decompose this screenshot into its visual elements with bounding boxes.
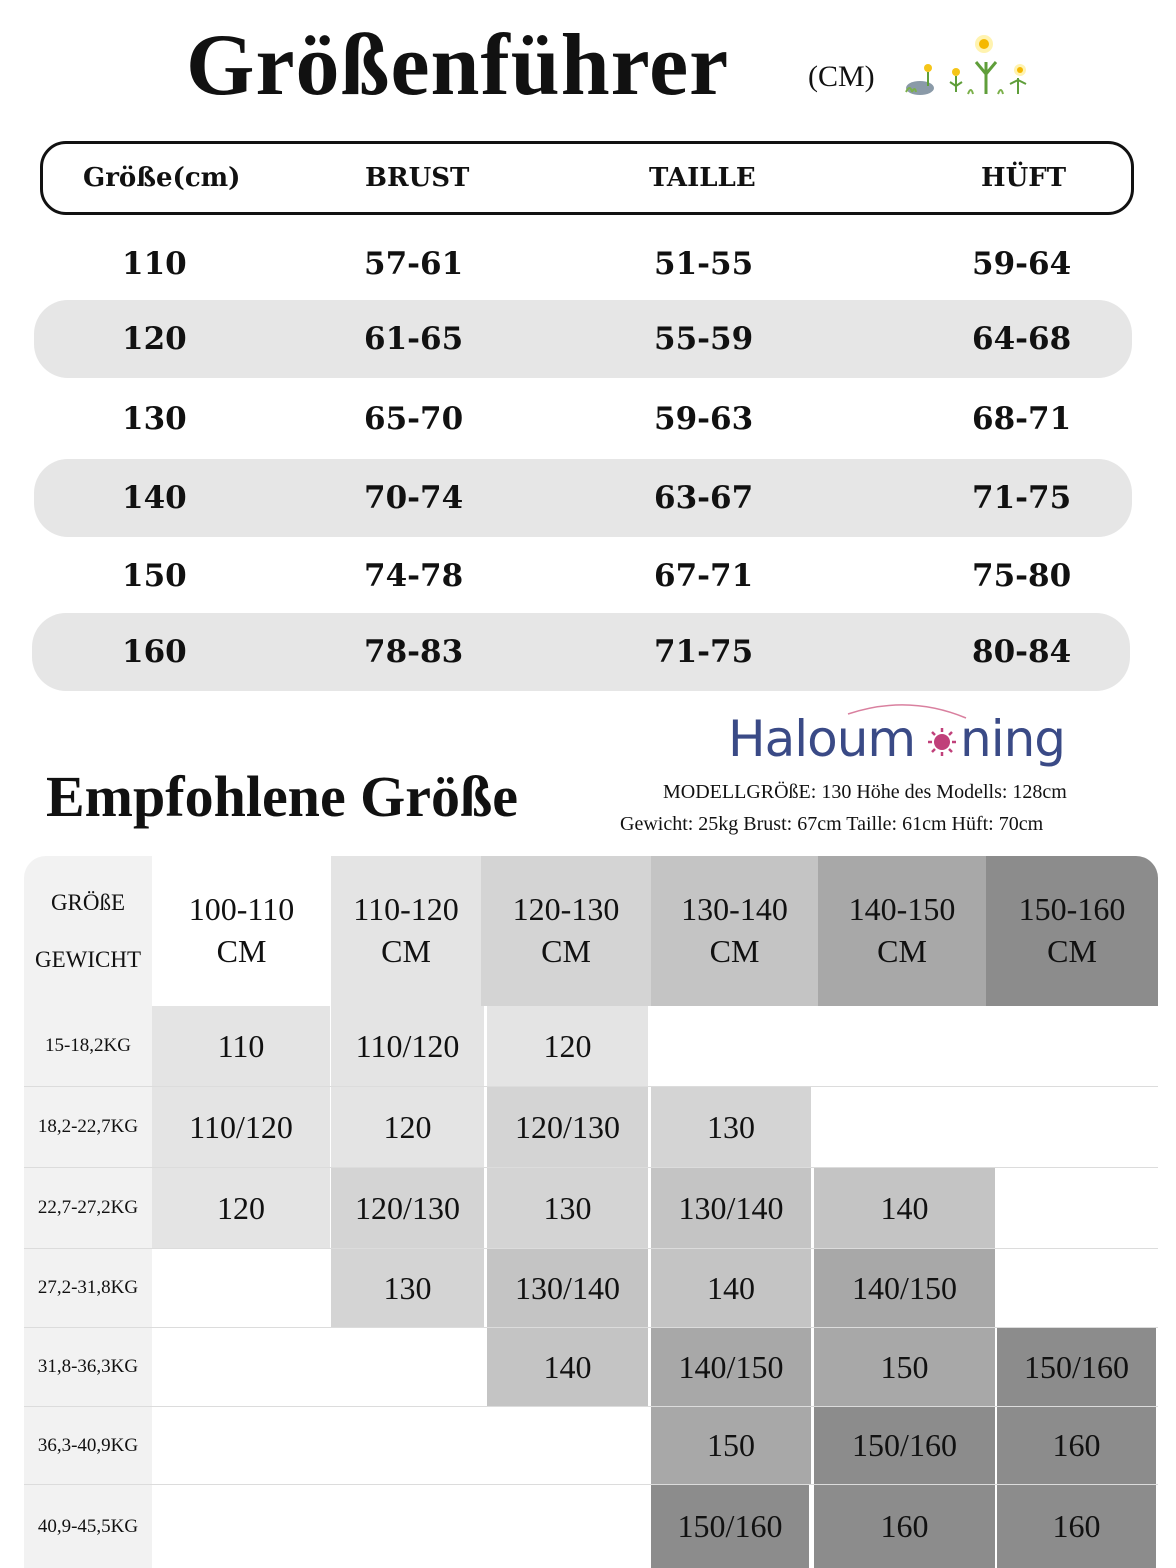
hip-cell: 71-75 <box>972 480 1072 516</box>
chest-cell: 65-70 <box>364 401 464 437</box>
weight-row-label: 40,9-45,5KG <box>24 1485 152 1568</box>
size-column-header: 130-140 CM <box>651 856 818 1006</box>
size-cell: 150 <box>122 558 187 594</box>
size-recommendation: 160 <box>814 1485 995 1568</box>
size-row <box>34 380 1132 458</box>
header-size: Größe(cm) <box>83 163 241 193</box>
brand-logo-mark <box>728 700 1068 772</box>
size-recommendation: 110/120 <box>331 1006 484 1086</box>
size-column-header: 110-120 CM <box>331 856 481 1006</box>
hip-cell: 80-84 <box>972 634 1072 670</box>
size-recommendation: 160 <box>997 1407 1156 1484</box>
size-recommendation: 140 <box>814 1168 995 1248</box>
size-row <box>34 225 1132 303</box>
corner-cell <box>24 856 152 1006</box>
size-recommendation: 150/160 <box>651 1485 809 1568</box>
svg-text:Haloum: Haloum <box>728 710 916 768</box>
svg-text:ning: ning <box>960 710 1066 768</box>
size-recommendation: 140/150 <box>651 1328 811 1406</box>
chest-cell: 57-61 <box>364 246 464 282</box>
size-cell: 110 <box>122 246 187 282</box>
weight-row-label: 36,3-40,9KG <box>24 1407 152 1484</box>
unit-label: (CM) <box>808 60 875 93</box>
size-recommendation: 130/140 <box>487 1249 648 1327</box>
size-recommendation: 150 <box>814 1328 995 1406</box>
waist-cell: 55-59 <box>654 321 754 357</box>
chest-cell: 74-78 <box>364 558 464 594</box>
size-cell: 160 <box>122 634 187 670</box>
size-recommendation: 150/160 <box>814 1407 995 1484</box>
hip-cell: 64-68 <box>972 321 1072 357</box>
chest-cell: 78-83 <box>364 634 464 670</box>
hip-cell: 68-71 <box>972 401 1072 437</box>
weight-row-label: 27,2-31,8KG <box>24 1249 152 1327</box>
size-row <box>34 537 1132 615</box>
size-recommendation: 150/160 <box>997 1328 1156 1406</box>
size-recommendation: 130 <box>487 1168 648 1248</box>
waist-cell: 71-75 <box>654 634 754 670</box>
size-recommendation: 130 <box>651 1087 811 1167</box>
section-title: Empfohlene Größe <box>46 764 519 829</box>
waist-cell: 67-71 <box>654 558 754 594</box>
waist-cell: 63-67 <box>654 480 754 516</box>
size-recommendation: 140 <box>651 1249 811 1327</box>
size-cell: 140 <box>122 480 187 516</box>
size-cell: 120 <box>122 321 187 357</box>
hip-cell: 75-80 <box>972 558 1072 594</box>
waist-cell: 59-63 <box>654 401 754 437</box>
size-recommendation: 130/140 <box>651 1168 811 1248</box>
recommendation-grid <box>24 856 1158 1568</box>
size-recommendation: 130 <box>331 1249 484 1327</box>
size-row <box>32 613 1130 691</box>
size-recommendation: 120 <box>487 1006 648 1086</box>
header-hip: HÜFT <box>981 163 1067 193</box>
brand-logo <box>728 700 1068 772</box>
weight-row-label: 18,2-22,7KG <box>24 1087 152 1167</box>
size-column-header: 100-110 CM <box>152 856 331 1006</box>
weight-row-label: 15-18,2KG <box>24 1006 152 1086</box>
chest-cell: 70-74 <box>364 480 464 516</box>
size-column-header: 140-150 CM <box>818 856 986 1006</box>
size-row <box>34 459 1132 537</box>
size-recommendation: 120/130 <box>487 1087 648 1167</box>
header-waist: TAILLE <box>649 163 756 193</box>
size-recommendation: 110 <box>152 1006 330 1086</box>
size-recommendation: 140/150 <box>814 1249 995 1327</box>
model-info-line2: Gewicht: 25kg Brust: 67cm Taille: 61cm Hüft: 70cm <box>620 813 1044 835</box>
corner-size-label: GRÖßE <box>50 889 126 915</box>
waist-cell: 51-55 <box>654 246 754 282</box>
weight-row-label: 22,7-27,2KG <box>24 1168 152 1248</box>
size-recommendation: 120 <box>152 1168 330 1248</box>
header-chest: BRUST <box>365 163 470 193</box>
size-recommendation: 150 <box>651 1407 811 1484</box>
chest-cell: 61-65 <box>364 321 464 357</box>
page-title: Größenführer <box>186 17 730 114</box>
size-cell: 130 <box>122 401 187 437</box>
size-recommendation: 140 <box>487 1328 648 1406</box>
size-recommendation: 120/130 <box>331 1168 484 1248</box>
weight-row-label: 31,8-36,3KG <box>24 1328 152 1406</box>
corner-weight-label: GEWICHT <box>34 946 142 972</box>
size-column-header: 120-130 CM <box>481 856 651 1006</box>
size-column-header: 150-160 CM <box>986 856 1158 1006</box>
size-row <box>34 300 1132 378</box>
size-recommendation: 110/120 <box>152 1087 330 1167</box>
hip-cell: 59-64 <box>972 246 1072 282</box>
size-recommendation: 160 <box>997 1485 1156 1568</box>
size-table-header <box>40 141 1134 215</box>
size-recommendation: 120 <box>331 1087 484 1167</box>
model-info-line1: MODELLGRÖßE: 130 Höhe des Modells: 128cm <box>663 781 1067 803</box>
sun-icon <box>928 728 956 756</box>
flowers-icon <box>898 32 1038 102</box>
